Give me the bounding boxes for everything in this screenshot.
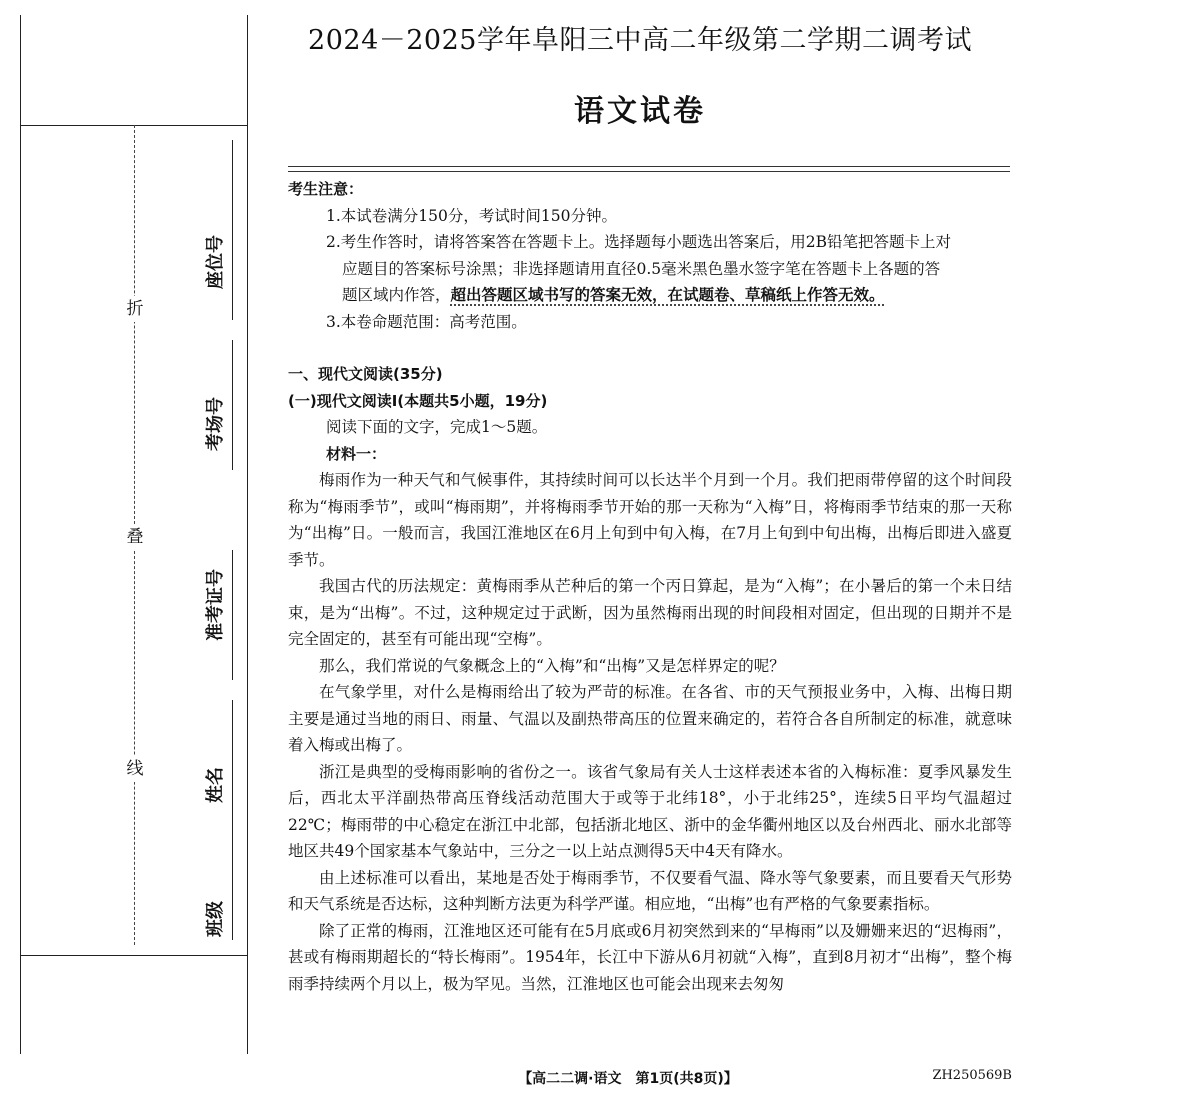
notice-item-3: 3.本卷命题范围：高考范围。 xyxy=(326,312,527,331)
exam-room-field[interactable] xyxy=(196,340,246,470)
notice-text: 题区域内作答， xyxy=(342,286,451,304)
notice-heading: 考生注意： xyxy=(288,180,364,198)
exam-title: 2024－2025学年阜阳三中高二年级第二学期二调考试 xyxy=(308,25,972,56)
instruction: 阅读下面的文字，完成1～5题。 xyxy=(326,418,548,436)
paragraph: 在气象学里，对什么是梅雨给出了较为严苛的标准。在各省、市的天气预报业务中，入梅、出梅日期主要是通过当地的雨日、雨量、气温以及副热带高压的位置来确定的，若符合各自所制定的标准，就意味着入梅或出梅了。 xyxy=(288,683,1012,754)
field-line xyxy=(232,830,233,940)
binding-rule-bottom xyxy=(20,955,248,956)
paragraph: 那么，我们常说的气象概念上的“入梅”和“出梅”又是怎样界定的呢？ xyxy=(319,656,785,675)
paragraph: 我国古代的历法规定：黄梅雨季从芒种后的第一个丙日算起，是为“入梅”；在小暑后的第一个未日结束，是为“出梅”。不过，这种规定过于武断，因为虽然梅雨出现的时间段相对固定，但出现的日期并不是完全固定的，甚至有可能出现“空梅”。 xyxy=(288,577,1012,648)
notice-emphasis: 超出答题区域书写的答案无效，在试题卷、草稿纸上作答无效。 xyxy=(450,286,885,304)
notice-item-2-cont: 应题目的答案标号涂黑；非选择题请用直径0.5毫米黑色墨水签字笔在答题卡上各题的答 xyxy=(342,259,941,278)
exam-room-label: 考场号 xyxy=(205,397,226,451)
name-label: 姓名 xyxy=(205,767,226,803)
exam-subtitle: 语文试卷 xyxy=(574,94,706,129)
binding-border-right xyxy=(247,15,248,1054)
field-line xyxy=(232,550,233,680)
seat-number-label: 座位号 xyxy=(205,235,226,289)
paragraph: 由上述标准可以看出，某地是否处于梅雨季节，不仅要看气温、降水等气象要素，而且要看天气形势和天气系统是否达标，这种判断方法更为科学严谨。相应地，“出梅”也有严格的气象要素指标。 xyxy=(288,868,1012,913)
binding-border-left xyxy=(20,15,21,1054)
subsection-heading: (一)现代文阅读Ⅰ(本题共5小题，19分) xyxy=(288,391,548,410)
notice-item-2: 2.考生作答时，请将答案答在答题卡上。选择题每小题选出答案后，用2B铅笔把答题卡上对 xyxy=(326,233,952,251)
ticket-number-field[interactable] xyxy=(196,550,246,680)
notice-item-1: 1.本试卷满分150分，考试时间150分钟。 xyxy=(326,206,617,225)
material-label: 材料一： xyxy=(326,444,387,463)
name-field[interactable] xyxy=(196,700,246,830)
exam-content xyxy=(288,176,1012,997)
section-heading: 一、现代文阅读(35分) xyxy=(288,365,443,383)
page-footer-label: 【高二二调·语文 第1页(共8页)】 xyxy=(518,1071,738,1087)
paragraph: 浙江是典型的受梅雨影响的省份之一。该省气象局有关人士这样表述本省的入梅标准：夏季风暴发生后，西北太平洋副热带高压脊线活动范围大于或等于北纬18°，小于北纬25°，连续5日平均气温超过22℃；梅雨带的中心稳定在浙江中北部，包括浙北地区、浙中的金华衢州地区以及台州西北、丽水北部等地区共49个国家基本气象站中，三分之一以上站点测得5天中4天有降水。 xyxy=(288,762,1012,860)
paper-code: ZH250569B xyxy=(932,1068,1012,1083)
field-line xyxy=(232,340,233,470)
binding-margin xyxy=(0,0,250,1099)
ticket-number-label: 准考证号 xyxy=(205,569,226,641)
field-line xyxy=(232,700,233,830)
fold-char-3: 线 xyxy=(122,756,148,782)
header-rule xyxy=(288,171,1010,172)
class-label: 班级 xyxy=(205,901,226,937)
header-rule xyxy=(288,166,1010,167)
fold-char-1: 折 xyxy=(122,296,148,322)
paragraph: 除了正常的梅雨，江淮地区还可能有在5月底或6月初突然到来的“早梅雨”以及姗姗来迟的“迟梅雨”，甚或有梅雨期超长的“特长梅雨”。1954年，长江中下游从6月初就“入梅”，直到8月初才“出梅”，整个梅雨季持续两个月以上，极为罕见。当然，江淮地区也可能会出现来去匆匆 xyxy=(288,921,1012,993)
class-field[interactable] xyxy=(196,830,246,940)
paragraph: 梅雨作为一种天气和气候事件，其持续时间可以长达半个月到一个月。我们把雨带停留的这个时间段称为“梅雨季节”，或叫“梅雨期”，并将梅雨季节开始的那一天称为“入梅”日，将梅雨季节结束的那一天称为“出梅”日。一般而言，我国江淮地区在6月上旬到中旬入梅，在7月上旬到中旬出梅，出梅后即进入盛夏季节。 xyxy=(288,471,1012,569)
field-line xyxy=(232,140,233,320)
notice-item-2-cont2 xyxy=(288,282,1012,309)
seat-number-field[interactable] xyxy=(196,140,246,320)
fold-char-2: 叠 xyxy=(122,524,148,550)
